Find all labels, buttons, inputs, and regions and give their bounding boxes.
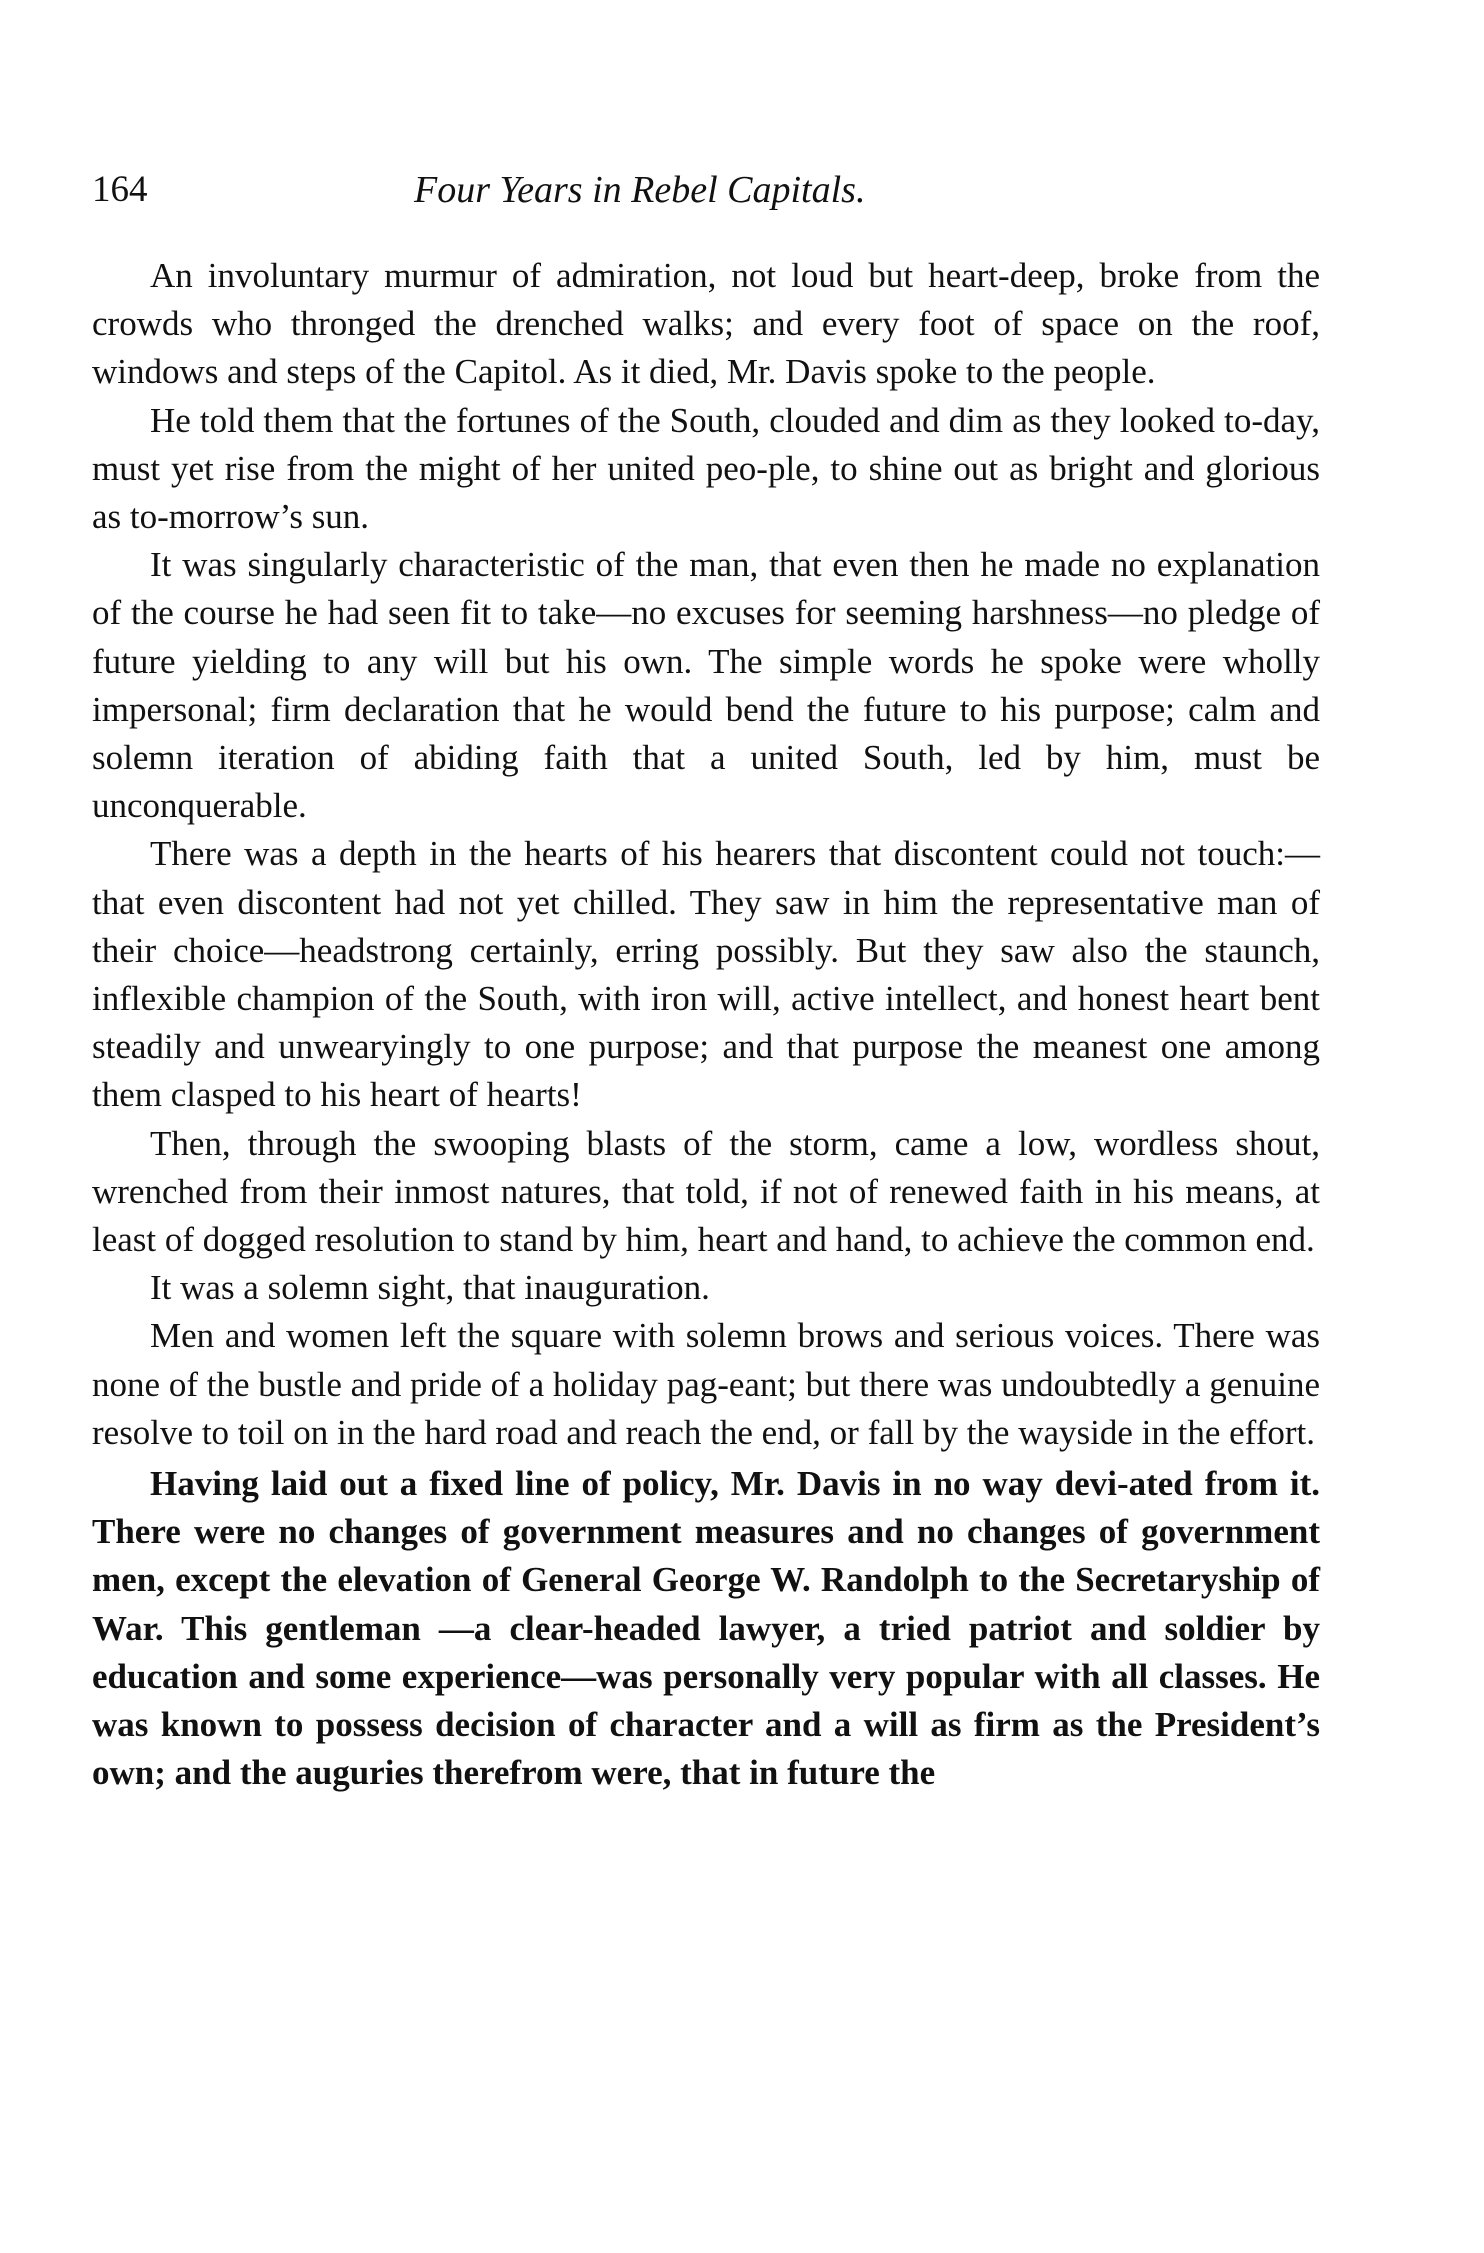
running-head [92,160,1322,220]
page-number: 164 [92,169,148,210]
paragraph-fortunes-of-the-south: He told them that the fortunes of the South, clouded and dim as they looked to-day, must yet rise from the might of her united peo-ple, to shine out as bright and glorious as to-morrow’s sun. [92,400,1320,537]
paragraph-solemn-sight: It was a solemn sight, that inauguration. [150,1268,710,1308]
paragraph-line-of-policy: Having laid out a fixed line of policy, Mr. Davis in no way devi-ated from it. There were no changes of government measures and no changes of government men, except the elevation of General George W. Randolph to the Secretaryship of War. This gentleman —a clear-headed lawyer, a tried patriot and soldier by education and some experience—was personally very popular with all classes. He was known to possess decision of character and a will as firm as the President’s own; and the auguries therefrom were, that in future the [92,1464,1320,1793]
paragraph-admiration: An involuntary murmur of admiration, not loud but heart-deep, broke from the crowds who thronged the drenched walks; and every foot of space on the roof, windows and steps of the Capitol. As it died, Mr. Davis spoke to the people. [92,256,1320,392]
body-text [92,252,1320,1798]
paragraph-depth-in-hearts: There was a depth in the hearts of his hearers that discontent could not touch:—that even discontent had not yet chilled. They saw in him the representative man of their choice—headstrong certainly, erring possibly. But they saw also the staunch, inflexible champion of the South, with iron will, active intellect, and honest heart bent steadily and unwearyingly to one purpose; and that purpose the meanest one among them clasped to his heart of hearts! [92,834,1320,1115]
paragraph-men-and-women: Men and women left the square with solemn brows and serious voices. There was none of the bustle and pride of a holiday pag-eant; but there was undoubtedly a genuine resolve to toil on in the hard road and reach the end, or fall by the wayside in the effort. [92,1316,1320,1452]
paragraph-characteristic: It was singularly characteristic of the man, that even then he made no explanation of the course he had seen fit to take—no excuses for seeming harshness—no pledge of future yielding to any will but his own. The simple words he spoke were wholly impersonal; firm declaration that he would bend the future to his purpose; calm and solemn iteration of abiding faith that a united South, led by him, must be unconquerable. [92,545,1320,826]
paragraph-wordless-shout: Then, through the swooping blasts of the storm, came a low, wordless shout, wrenched from their inmost natures, that told, if not of renewed faith in his means, at least of dogged resolution to stand by him, heart and hand, to achieve the common end. [92,1123,1320,1260]
running-title: Four Years in Rebel Capitals. [414,169,866,211]
